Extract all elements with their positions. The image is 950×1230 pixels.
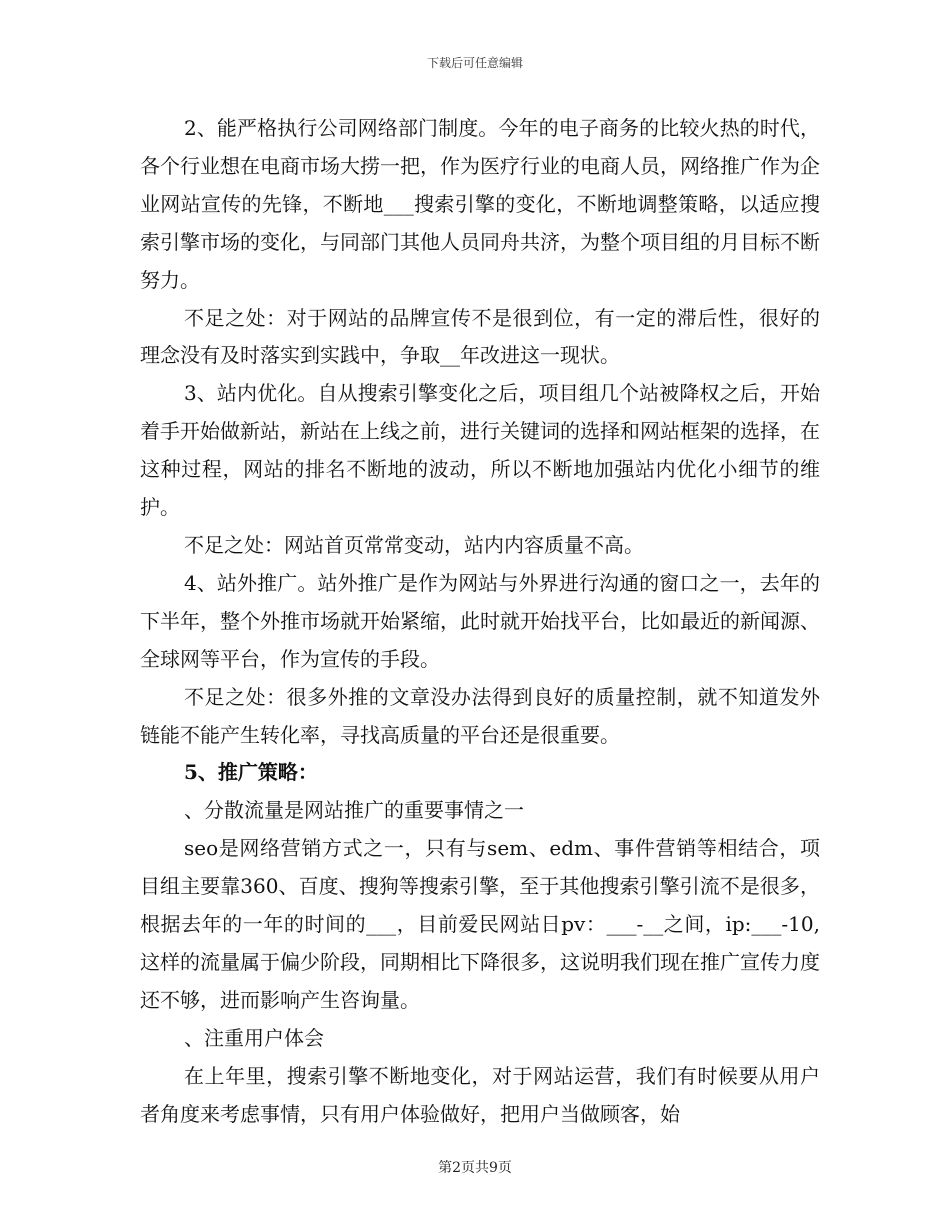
paragraph-item-2: 2、能严格执行公司网络部门制度。今年的电子商务的比较火热的时代，各个行业想在电商市场大捞一把，作为医疗行业的电商人员，网络推广作为企业网站宣传的先锋，不断地___搜索引擎的变化，不断地调整策略，以适应搜索引擎市场的变化，与同部门其他人员同舟共济，为整个项目组的月目标不断努力。: [140, 116, 820, 292]
page-footer: 第2页共9页: [438, 1160, 512, 1176]
paragraph-item-3: 3、站内优化。自从搜索引擎变化之后，项目组几个站被降权之后，开始着手开始做新站，新站在上线之前，进行关键词的选择和网站框架的选择，在这种过程，网站的排名不断地的波动，所以不断地加强站内优化小细节的维护。: [140, 381, 820, 520]
subheading-user-experience: 、注重用户体会: [184, 1025, 324, 1050]
page-header: 下载后可任意编辑: [426, 56, 523, 70]
paragraph-shortcoming-4: 不足之处：很多外推的文章没办法得到良好的质量控制，就不知道发外链能不能产生转化率，寻找高质量的平台还是很重要。: [140, 684, 820, 747]
document-body: [140, 110, 820, 1133]
paragraph-shortcoming-3: 不足之处：网站首页常常变动，站内内容质量不高。: [184, 532, 644, 557]
paragraph-seo: seo是网络营销方式之一，只有与sem、edm、事件营销等相结合，项目组主要靠360、百度、搜狗等搜索引擎，至于其他搜索引擎引流不是很多，根据去年的一年的时间的___，目前爱民网站日pv：___-__之间，ip:___-10,这样的流量属于偏少阶段，同期相比下降很多，这说明我们现在推广宣传力度还不够，进而影响产生咨询量。: [140, 836, 820, 1012]
paragraph-shortcoming-2: 不足之处：对于网站的品牌宣传不是很到位，有一定的滞后性，很好的理念没有及时落实到实践中，争取__年改进这一现状。: [140, 305, 820, 368]
paragraph-item-4: 4、站外推广。站外推广是作为网站与外界进行沟通的窗口之一，去年的下半年，整个外推市场就开始紧缩，此时就开始找平台，比如最近的新闻源、全球网等平台，作为宣传的手段。: [140, 570, 820, 671]
paragraph-last-year: 在上年里，搜索引擎不断地变化，对于网站运营，我们有时候要从用户者角度来考虑事情，只有用户体验做好，把用户当做顾客，始: [140, 1063, 820, 1126]
subheading-traffic: 、分散流量是网站推广的重要事情之一: [184, 798, 524, 823]
section-heading-strategy: 5、推广策略：: [184, 760, 318, 785]
